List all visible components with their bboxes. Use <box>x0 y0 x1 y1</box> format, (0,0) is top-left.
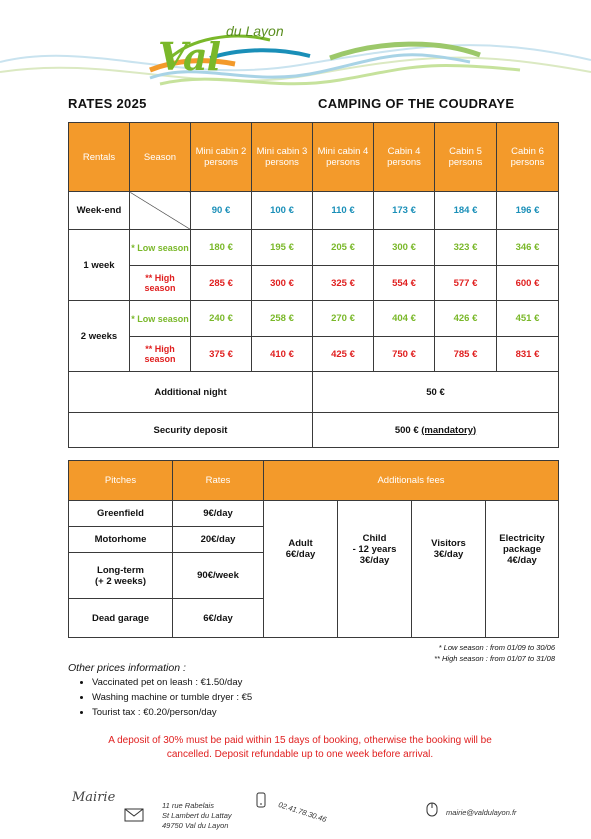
fee-child <box>338 501 412 638</box>
other-prices-list <box>78 675 252 720</box>
one-week-high-price: 325 € <box>313 266 374 301</box>
one-week-low-price: 205 € <box>313 230 374 266</box>
security-deposit-cell <box>313 413 559 448</box>
fee-child-age: - 12 years <box>352 543 397 555</box>
two-weeks-high-price: 750 € <box>374 337 435 372</box>
two-weeks-high-price: 785 € <box>435 337 497 372</box>
one-week-high-price: 577 € <box>435 266 497 301</box>
high-season-label: ** High season <box>130 337 191 372</box>
two-weeks-low-price: 258 € <box>252 301 313 337</box>
pitch-dead-garage-rate: 6€/day <box>173 599 264 638</box>
campsite-title: CAMPING OF THE COUDRAYE <box>318 96 515 111</box>
one-week-label: 1 week <box>69 230 130 301</box>
security-deposit-value: 500 € <box>394 424 419 436</box>
address-line: 11 rue Rabelais <box>162 801 214 810</box>
two-weeks-high-price: 831 € <box>497 337 559 372</box>
two-weeks-low-price: 404 € <box>374 301 435 337</box>
pitch-motorhome-rate: 20€/day <box>173 527 264 553</box>
low-season-label: * Low season <box>130 301 191 337</box>
pitch-motorhome: Motorhome <box>69 527 173 553</box>
header-pitches: Pitches <box>69 461 173 501</box>
fee-electricity-value: 4€/day <box>507 554 537 566</box>
one-week-low-price: 346 € <box>497 230 559 266</box>
header-rentals: Rentals <box>69 123 130 192</box>
two-weeks-high-price: 375 € <box>191 337 252 372</box>
two-weeks-label: 2 weeks <box>69 301 130 372</box>
signature: Mairie <box>72 790 116 805</box>
list-item: • Vaccinated pet on leash : €1.50/day <box>92 675 252 690</box>
one-week-high-price: 600 € <box>497 266 559 301</box>
list-item: • Tourist tax : €0.20/person/day <box>92 705 252 720</box>
fee-adult-label: Adult <box>288 538 313 549</box>
high-season-label: ** High season <box>130 266 191 301</box>
header-rates: Rates <box>173 461 264 501</box>
pitch-long-term-rate: 90€/week <box>173 553 264 599</box>
header-additional-fees: Additionals fees <box>264 461 559 501</box>
one-week-high-price: 300 € <box>252 266 313 301</box>
two-weeks-low-price: 426 € <box>435 301 497 337</box>
security-deposit-label: Security deposit <box>69 413 313 448</box>
logo-subtext: du Layon <box>226 23 284 39</box>
additional-night-label: Additional night <box>69 372 313 413</box>
low-season-label: * Low season <box>130 230 191 266</box>
one-week-low-price: 195 € <box>252 230 313 266</box>
rentals-table <box>68 122 559 448</box>
header-mini-cabin-4: Mini cabin 4 persons <box>313 123 374 192</box>
header-swoosh <box>0 0 591 110</box>
two-weeks-high-price: 410 € <box>252 337 313 372</box>
fee-electricity <box>486 501 559 638</box>
fee-child-label: Child <box>362 532 387 544</box>
two-weeks-low-price: 451 € <box>497 301 559 337</box>
fee-adult <box>264 501 338 638</box>
security-deposit-note: (mandatory) <box>421 424 477 436</box>
two-weeks-high-price: 425 € <box>313 337 374 372</box>
header-cabin-5: Cabin 5 persons <box>435 123 497 192</box>
header-cabin-4: Cabin 4 persons <box>374 123 435 192</box>
fee-visitors-label: Visitors <box>431 538 466 549</box>
weekend-price: 110 € <box>313 192 374 230</box>
pitch-greenfield: Greenfield <box>69 501 173 527</box>
list-item: • Washing machine or tumble dryer : €5 <box>92 690 252 705</box>
fee-visitors <box>412 501 486 638</box>
weekend-price: 184 € <box>435 192 497 230</box>
two-weeks-low-price: 270 € <box>313 301 374 337</box>
other-prices-title: Other prices information : <box>68 662 186 674</box>
fee-electricity-package: package <box>502 543 542 555</box>
header-mini-cabin-3: Mini cabin 3 persons <box>252 123 313 192</box>
footer-email[interactable]: mairie@valdulayon.fr <box>446 808 517 817</box>
season-notes <box>434 642 555 664</box>
pitch-long-term-label: Long-term <box>97 564 144 576</box>
two-weeks-low-price: 240 € <box>191 301 252 337</box>
weekend-price: 100 € <box>252 192 313 230</box>
pitch-long-term-sub: (+ 2 weeks) <box>95 575 146 587</box>
one-week-high-price: 285 € <box>191 266 252 301</box>
low-season-note: * Low season : from 01/09 to 30/06 <box>438 643 555 652</box>
address-line: 49750 Val du Layon <box>162 821 229 830</box>
footer-address <box>162 801 232 831</box>
weekend-price: 90 € <box>191 192 252 230</box>
mouse-icon <box>426 801 438 817</box>
fee-adult-value: 6€/day <box>285 549 316 560</box>
pitch-long-term <box>69 553 173 599</box>
fee-visitors-value: 3€/day <box>433 549 464 560</box>
envelope-icon <box>124 808 144 822</box>
pitches-table <box>68 460 559 638</box>
header-cabin-6: Cabin 6 persons <box>497 123 559 192</box>
deposit-line-2: cancelled. Deposit refundable up to one week before arrival. <box>166 749 434 760</box>
fee-electricity-label: Electricity <box>499 532 545 544</box>
page-title: RATES 2025 <box>68 96 147 111</box>
deposit-notice <box>70 734 530 762</box>
footer-phone: 02.41.78.30.46 <box>277 800 328 825</box>
weekend-label: Week-end <box>69 192 130 230</box>
header-mini-cabin-2: Mini cabin 2 persons <box>191 123 252 192</box>
weekend-price: 173 € <box>374 192 435 230</box>
fee-child-value: 3€/day <box>359 554 390 566</box>
one-week-low-price: 323 € <box>435 230 497 266</box>
header-season: Season <box>130 123 191 192</box>
weekend-price: 196 € <box>497 192 559 230</box>
high-season-note: ** High season : from 01/07 to 31/08 <box>434 654 555 663</box>
logo-text: Val <box>158 34 221 79</box>
pitch-dead-garage: Dead garage <box>69 599 173 638</box>
one-week-low-price: 180 € <box>191 230 252 266</box>
deposit-line-1: A deposit of 30% must be paid within 15 days of booking, otherwise the booking will be <box>108 735 492 746</box>
address-line: St Lambert du Lattay <box>162 811 232 820</box>
one-week-high-price: 554 € <box>374 266 435 301</box>
phone-icon <box>254 792 268 808</box>
pitch-greenfield-rate: 9€/day <box>173 501 264 527</box>
one-week-low-price: 300 € <box>374 230 435 266</box>
weekend-season-empty <box>130 192 191 230</box>
additional-night-value: 50 € <box>313 372 559 413</box>
